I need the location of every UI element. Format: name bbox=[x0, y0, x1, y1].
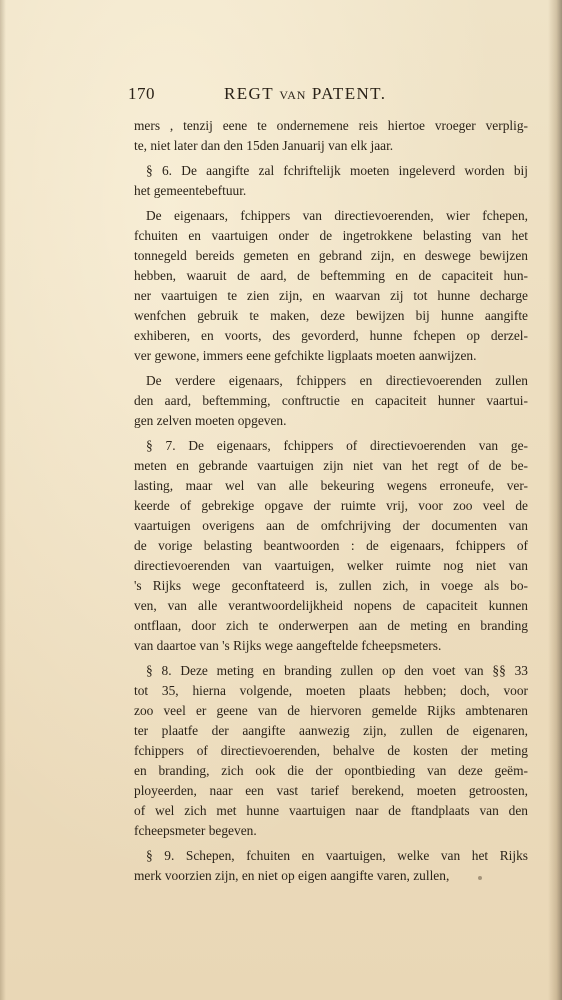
text-line: § 9. Schepen, fchuiten en vaartuigen, welke van het Rijks bbox=[146, 848, 528, 863]
text-line: ver gewone, immers eene gefchikte ligplaats moeten aanwijzen. bbox=[134, 348, 477, 363]
text-line: De verdere eigenaars, fchippers en directievoerenden zullen bbox=[146, 373, 528, 388]
text-line: van daartoe van 's Rijks wege aangeftelde fcheepsmeters. bbox=[134, 638, 442, 653]
running-title-part3: PATENT. bbox=[306, 84, 387, 103]
text-line: fchuiten en vaartuigen onder de ingetrokkene belasting van het bbox=[134, 228, 528, 243]
paragraph bbox=[134, 436, 528, 656]
paragraph bbox=[134, 116, 528, 156]
running-header bbox=[128, 84, 416, 106]
text-line: § 6. De aangifte zal fchriftelijk moeten ingeleverd worden bij bbox=[146, 163, 528, 178]
text-line: het gemeentebeftuur. bbox=[134, 183, 247, 198]
text-line: en branding, zich ook die der opontbieding van deze geëm- bbox=[134, 763, 528, 778]
text-line: of wel zich met hunne vaartuigen naar de ftandplaats van den bbox=[134, 803, 528, 818]
text-line: ployeerden, naar een vast tarief berekend, moeten getroosten, bbox=[134, 783, 528, 798]
ink-speck bbox=[478, 876, 482, 880]
text-line: keerde of gebrekige opgave der ruimte vrij, voor zoo veel de bbox=[134, 498, 528, 513]
body-text bbox=[134, 116, 528, 886]
text-line: wenfchen gebruik te maken, deze bewijzen bij hunne aangifte bbox=[134, 308, 528, 323]
text-line: ner vaartuigen te zien zijn, en waarvan zij tot hunne decharge bbox=[134, 288, 528, 303]
text-line: meten en gebrande vaartuigen zijn niet van het regt of de be- bbox=[134, 458, 528, 473]
text-line: zoo veel er geene van de hiervoren gemelde Rijks ambtenaren bbox=[134, 703, 528, 718]
paragraph bbox=[134, 161, 528, 201]
running-title-part2: VAN bbox=[279, 88, 307, 102]
paragraph bbox=[134, 846, 528, 886]
page-left-shadow bbox=[0, 0, 6, 1000]
paragraph bbox=[134, 661, 528, 841]
text-line: fcheepsmeter begeven. bbox=[134, 823, 257, 838]
running-title bbox=[224, 84, 386, 104]
text-line: vaartuigen overigens aan de omfchrijving der documenten van bbox=[134, 518, 528, 533]
text-line: ter plaatfe der aangifte aanwezig zijn, zullen de eigenaren, bbox=[134, 723, 528, 738]
text-line: tot 35, hierna volgende, moeten plaats hebben; doch, voor bbox=[134, 683, 528, 698]
text-line: mers , tenzij eene te ondernemene reis hiertoe vroeger verplig- bbox=[134, 118, 528, 133]
text-line: de vorige belasting beantwoorden : de eigenaars, fchippers of bbox=[134, 538, 528, 553]
text-line: § 8. Deze meting en branding zullen op den voet van §§ 33 bbox=[146, 663, 528, 678]
text-line: ontflaan, door zich te onderwerpen aan de meting en branding bbox=[134, 618, 528, 633]
text-line: § 7. De eigenaars, fchippers of directievoerenden van ge- bbox=[146, 438, 528, 453]
page-right-edge bbox=[548, 0, 562, 1000]
running-title-part1: REGT bbox=[224, 84, 280, 103]
text-line: tonnegeld bereids gemeten en gebrand zijn, en deswege bewijzen bbox=[134, 248, 528, 263]
paragraph bbox=[134, 371, 528, 431]
text-line: lasting, maar wel van alle bekeuring wegens erroneufe, ver- bbox=[134, 478, 528, 493]
text-line: merk voorzien zijn, en niet op eigen aangifte varen, zullen, bbox=[134, 868, 450, 883]
page-number: 170 bbox=[128, 84, 155, 103]
text-line: directievoerenden van vaartuigen, welker ruimte nog niet van bbox=[134, 558, 528, 573]
text-line: gen zelven moeten opgeven. bbox=[134, 413, 287, 428]
text-line: 's Rijks wege geconftateerd is, zullen zich, in voege als bo- bbox=[134, 578, 528, 593]
text-line: De eigenaars, fchippers van directievoerenden, wier fchepen, bbox=[146, 208, 528, 223]
text-line: te, niet later dan den 15den Januarij van elk jaar. bbox=[134, 138, 394, 153]
paragraph bbox=[134, 206, 528, 366]
text-line: exhiberen, en voorts, des gevorderd, hunne fchepen op derzel- bbox=[134, 328, 528, 343]
text-line: den aard, beftemming, conftructie en capaciteit hunner vaartui- bbox=[134, 393, 528, 408]
text-line: hebben, waaruit de aard, de beftemming en de capaciteit hun- bbox=[134, 268, 528, 283]
text-line: ven, van alle verantwoordelijkheid nopens de capaciteit kunnen bbox=[134, 598, 528, 613]
text-line: fchippers of directievoerenden, behalve de kosten der meting bbox=[134, 743, 528, 758]
